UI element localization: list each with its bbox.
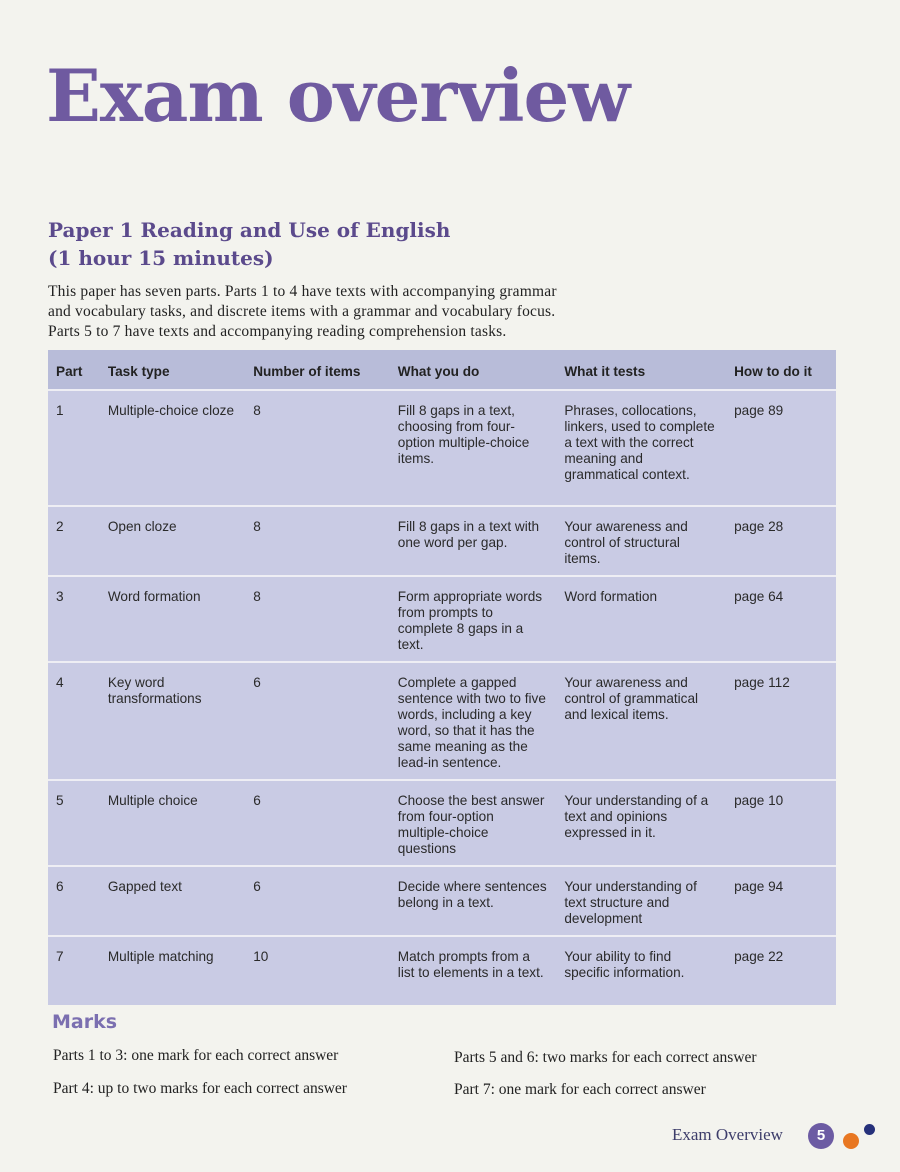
- cell-what-it-tests: Your understanding of text structure and development: [556, 866, 726, 936]
- cell-how-to-do-it: page 64: [726, 576, 836, 662]
- cell-number-of-items: 6: [245, 780, 390, 866]
- table-row: [48, 662, 836, 780]
- cell-task-type: Open cloze: [100, 506, 245, 576]
- cell-number-of-items: 6: [245, 866, 390, 936]
- page-title: Exam overview: [46, 53, 630, 138]
- cell-part: 6: [48, 866, 100, 936]
- cell-how-to-do-it: page 94: [726, 866, 836, 936]
- cell-what-it-tests: Your ability to find specific information.: [556, 936, 726, 1005]
- mark-rule: Part 7: one mark for each correct answer: [454, 1081, 706, 1098]
- cell-what-it-tests: Your understanding of a text and opinions expressed in it.: [556, 780, 726, 866]
- header-what-it-tests: What it tests: [556, 350, 726, 390]
- cell-what-you-do: Decide where sentences belong in a text.: [390, 866, 557, 936]
- footer-section-label: Exam Overview: [672, 1125, 783, 1144]
- cell-number-of-items: 8: [245, 506, 390, 576]
- mark-rule: Parts 1 to 3: one mark for each correct answer: [53, 1047, 339, 1064]
- header-task-type: Task type: [100, 350, 245, 390]
- header-part: Part: [48, 350, 100, 390]
- mark-rule: Part 4: up to two marks for each correct answer: [53, 1080, 347, 1097]
- cell-what-you-do: Fill 8 gaps in a text with one word per gap.: [390, 506, 557, 576]
- cell-number-of-items: 8: [245, 576, 390, 662]
- cell-part: 2: [48, 506, 100, 576]
- header-what-you-do: What you do: [390, 350, 557, 390]
- cell-part: 4: [48, 662, 100, 780]
- cell-part: 7: [48, 936, 100, 1005]
- cell-how-to-do-it: page 112: [726, 662, 836, 780]
- intro-line: and vocabulary tasks, and discrete items with a grammar and vocabulary focus.: [48, 303, 556, 320]
- cell-what-it-tests: Word formation: [556, 576, 726, 662]
- cell-number-of-items: 10: [245, 936, 390, 1005]
- cell-what-you-do: Complete a gapped sentence with two to five words, including a key word, so that it has the same meaning as the lead-in sentence.: [390, 662, 557, 780]
- cell-task-type: Multiple choice: [100, 780, 245, 866]
- cell-task-type: Multiple-choice cloze: [100, 390, 245, 506]
- intro-line: Parts 5 to 7 have texts and accompanying reading comprehension tasks.: [48, 323, 507, 340]
- header-how-to-do-it: How to do it: [726, 350, 836, 390]
- table-row: [48, 506, 836, 576]
- cell-what-it-tests: Your awareness and control of structural items.: [556, 506, 726, 576]
- paper-heading-title: Paper 1 Reading and Use of English: [48, 218, 451, 242]
- page-number-badge: 5: [808, 1123, 834, 1149]
- cell-how-to-do-it: page 22: [726, 936, 836, 1005]
- cell-how-to-do-it: page 89: [726, 390, 836, 506]
- cell-what-it-tests: Phrases, collocations, linkers, used to complete a text with the correct meaning and grammatical context.: [556, 390, 726, 506]
- marks-heading: Marks: [52, 1011, 118, 1033]
- cell-task-type: Gapped text: [100, 866, 245, 936]
- cell-task-type: Multiple matching: [100, 936, 245, 1005]
- cell-what-you-do: Fill 8 gaps in a text, choosing from four-option multiple-choice items.: [390, 390, 557, 506]
- cell-what-you-do: Form appropriate words from prompts to complete 8 gaps in a text.: [390, 576, 557, 662]
- cell-part: 5: [48, 780, 100, 866]
- cell-what-you-do: Choose the best answer from four-option multiple-choice questions: [390, 780, 557, 866]
- navy-dot-icon: [864, 1124, 875, 1135]
- cell-how-to-do-it: page 10: [726, 780, 836, 866]
- cell-part: 1: [48, 390, 100, 506]
- cell-part: 3: [48, 576, 100, 662]
- intro-paragraph: [48, 282, 628, 342]
- header-number-of-items: Number of items: [245, 350, 390, 390]
- intro-line: This paper has seven parts. Parts 1 to 4 have texts with accompanying grammar: [48, 283, 557, 300]
- cell-number-of-items: 6: [245, 662, 390, 780]
- cell-number-of-items: 8: [245, 390, 390, 506]
- cell-how-to-do-it: page 28: [726, 506, 836, 576]
- cell-what-you-do: Match prompts from a list to elements in a text.: [390, 936, 557, 1005]
- orange-dot-icon: [843, 1133, 859, 1149]
- cell-task-type: Word formation: [100, 576, 245, 662]
- table-row: [48, 936, 836, 1005]
- table-row: [48, 780, 836, 866]
- paper-heading-duration: (1 hour 15 minutes): [48, 246, 274, 270]
- overview-table: [48, 350, 836, 1005]
- mark-rule: Parts 5 and 6: two marks for each correct answer: [454, 1049, 757, 1066]
- paper-heading: [48, 216, 450, 272]
- cell-task-type: Key word transformations: [100, 662, 245, 780]
- table-row: [48, 866, 836, 936]
- cell-what-it-tests: Your awareness and control of grammatical and lexical items.: [556, 662, 726, 780]
- table-row: [48, 390, 836, 506]
- table-row: [48, 576, 836, 662]
- table-header-row: [48, 350, 836, 390]
